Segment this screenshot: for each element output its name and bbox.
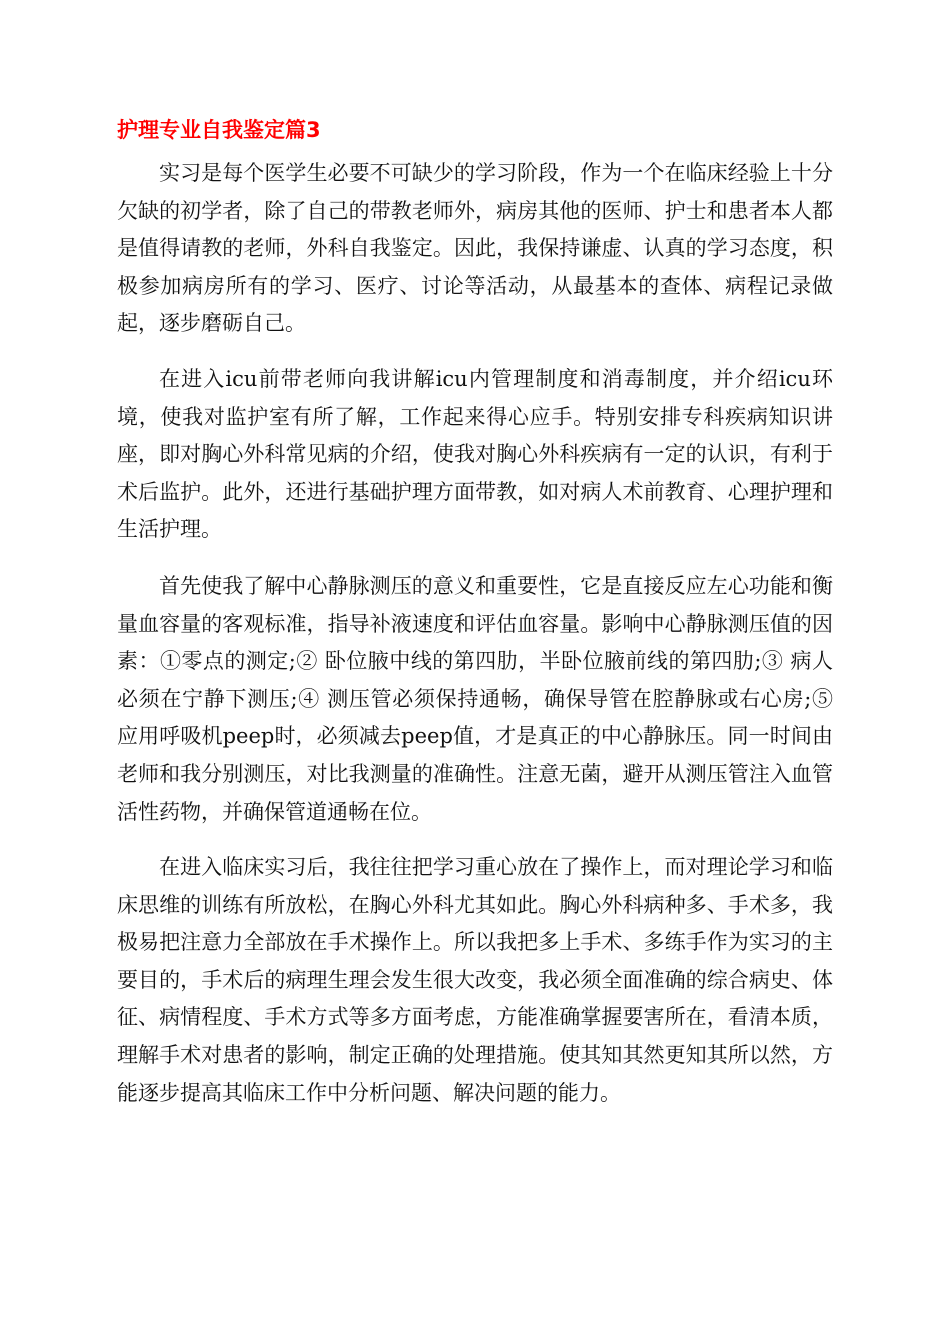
paragraph-3: 首先使我了解中心静脉测压的意义和重要性，它是直接反应左心功能和衡量血容量的客观标准，指导补液速度和评估血容量。影响中心静脉测压值的因素：①零点的测定;② 卧位腋中线的第四肋，半卧位腋前线的第四肋;③ 病人必须在宁静下测压;④ 测压管必须保持通畅，确保导管在腔静脉或右心房;⑤ 应用呼吸机peep时，必须减去peep值，才是真正的中心静脉压。同一时间由老师和我分别测压，对比我测量的准确性。注意无菌，避开从测压管注入血管活性药物，并确保管道通畅在位。 bbox=[117, 574, 833, 824]
document-title: 护理专业自我鉴定篇3 bbox=[117, 118, 321, 142]
paragraph-4: 在进入临床实习后，我往往把学习重心放在了操作上，而对理论学习和临床思维的训练有所放松，在胸心外科尤其如此。胸心外科病种多、手术多，我极易把注意力全部放在手术操作上。所以我把多上手术、多练手作为实习的主要目的，手术后的病理生理会发生很大改变，我必须全面准确的综合病史、体征、病情程度、手术方式等多方面考虑，方能准确掌握要害所在，看清本质，理解手术对患者的影响，制定正确的处理措施。使其知其然更知其所以然，方能逐步提高其临床工作中分析问题、解决问题的能力。 bbox=[117, 855, 833, 1105]
paragraph-1: 实习是每个医学生必要不可缺少的学习阶段，作为一个在临床经验上十分欠缺的初学者，除了自己的带教老师外，病房其他的医师、护士和患者本人都是值得请教的老师，外科自我鉴定。因此，我保持谦虚、认真的学习态度，积极参加病房所有的学习、医疗、讨论等活动，从最基本的查体、病程记录做起，逐步磨砺自己。 bbox=[117, 161, 833, 336]
paragraph-2: 在进入icu前带老师向我讲解icu内管理制度和消毒制度，并介绍icu环境，使我对监护室有所了解，工作起来得心应手。特别安排专科疾病知识讲座，即对胸心外科常见病的介绍，使我对胸心外科疾病有一定的认识，有利于术后监护。此外，还进行基础护理方面带教，如对病人术前教育、心理护理和生活护理。 bbox=[117, 367, 833, 542]
